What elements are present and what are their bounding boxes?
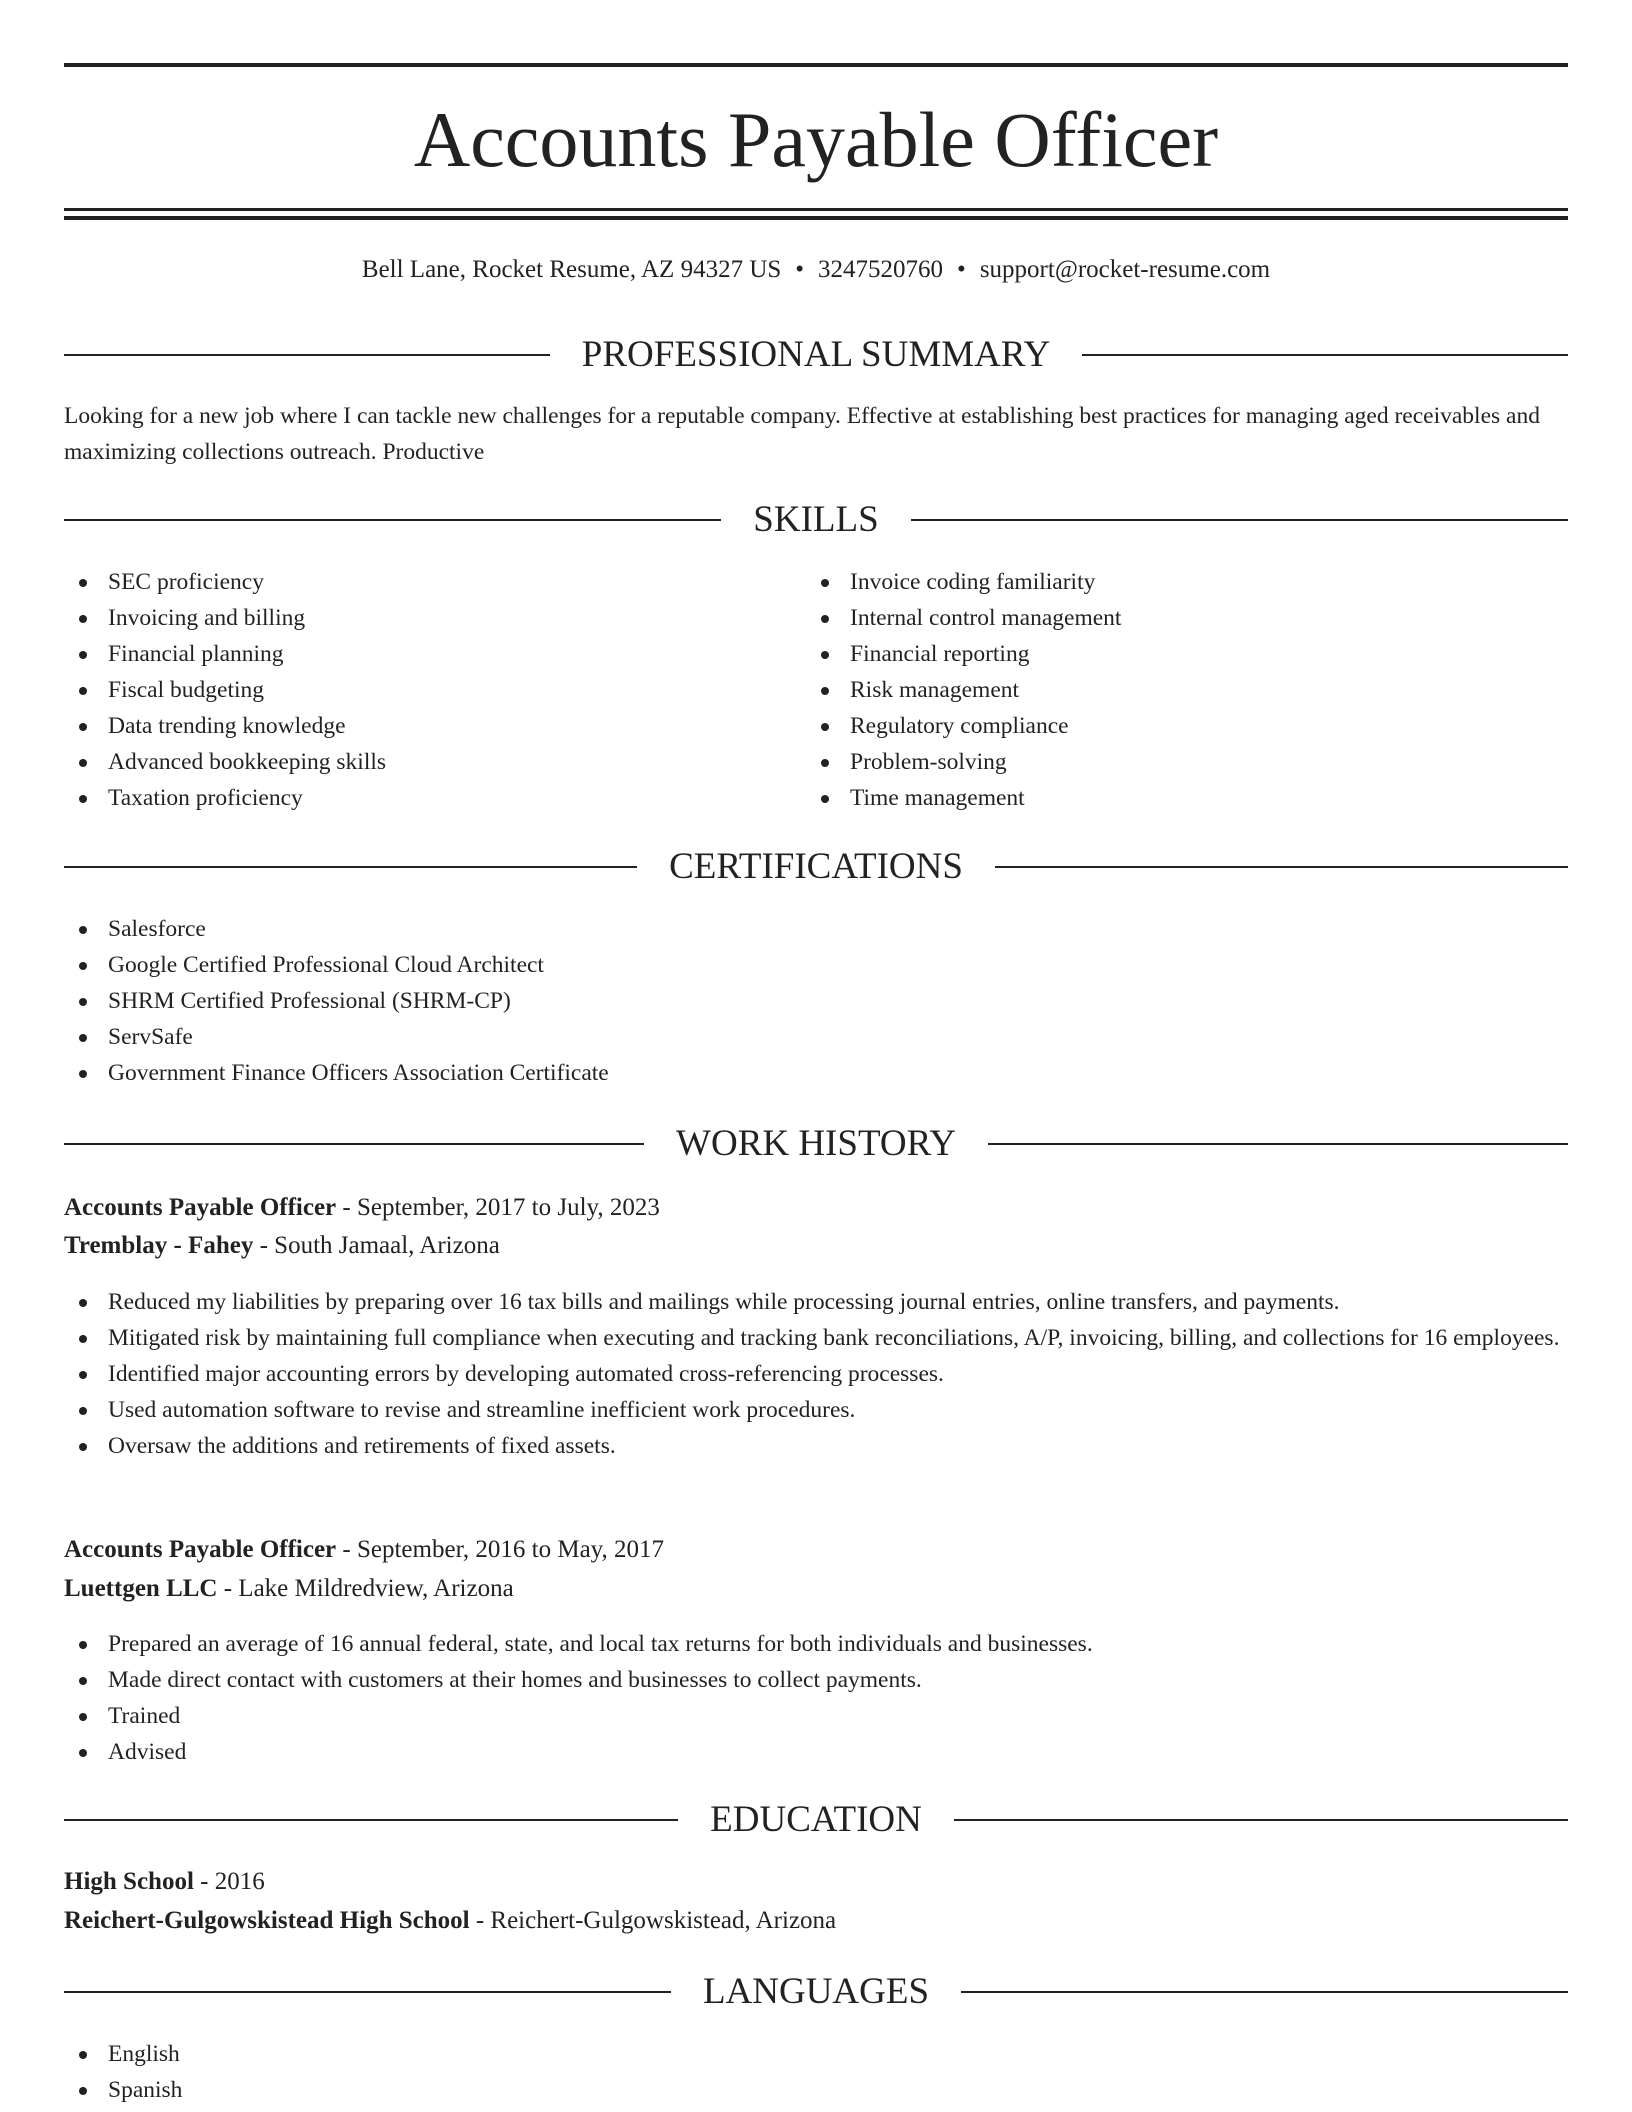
skill-item: Invoicing and billing: [64, 600, 764, 636]
contact-separator: •: [795, 256, 805, 283]
job-duty-item: Identified major accounting errors by developing automated cross-referencing processes.: [64, 1356, 1568, 1392]
section-rule-left: [64, 519, 721, 521]
section-rule-left: [64, 866, 637, 868]
title-double-rule-upper: [64, 208, 1568, 211]
section-rule-right: [1082, 354, 1568, 356]
section-rule-left: [64, 1143, 644, 1145]
job-title: Accounts Payable Officer: [64, 1536, 337, 1563]
job-duty-item: Made direct contact with customers at their homes and businesses to collect payments.: [64, 1662, 1568, 1698]
skill-item: Financial reporting: [806, 636, 1566, 672]
top-rule: [64, 63, 1568, 67]
contact-email: support@rocket-resume.com: [979, 256, 1271, 283]
job-dates: - September, 2016 to May, 2017: [336, 1536, 665, 1563]
education-degree-line: [64, 1863, 1568, 1901]
languages-list: [64, 2036, 1568, 2108]
certification-item: Salesforce: [64, 911, 1568, 947]
skill-item: Internal control management: [806, 600, 1566, 636]
section-header-work-history: [64, 1121, 1568, 1167]
contact-phone: 3247520760: [818, 256, 944, 283]
section-header-languages: [64, 1969, 1568, 2015]
language-item: English: [64, 2036, 1568, 2072]
skills-list-left: [64, 564, 764, 816]
job-company: Luettgen LLC: [64, 1575, 218, 1602]
summary-text: Looking for a new job where I can tackle new challenges for a reputable company. Effective at establishing best practices for managing aged receivables and maximizing collections outreach. Productive: [64, 403, 1540, 465]
job-duty-item: Trained: [64, 1698, 1568, 1734]
section-rule-right: [995, 866, 1568, 868]
certification-item: Google Certified Professional Cloud Architect: [64, 947, 1568, 983]
section-header-education: [64, 1797, 1568, 1843]
contact-line: [64, 252, 1568, 288]
job-title-line: [64, 1189, 1568, 1227]
section-header-summary: [64, 332, 1568, 378]
section-title-certifications: CERTIFICATIONS: [669, 846, 963, 887]
skill-item: Problem-solving: [806, 744, 1566, 780]
skill-item: Risk management: [806, 672, 1566, 708]
contact-separator: •: [957, 256, 966, 283]
section-title-languages: LANGUAGES: [702, 1971, 930, 2012]
section-title-education: EDUCATION: [710, 1799, 922, 1840]
section-rule-right: [961, 1991, 1568, 1993]
skill-item: Taxation proficiency: [64, 780, 764, 816]
contact-address: Bell Lane, Rocket Resume, AZ 94327 US: [361, 256, 782, 283]
section-title-summary: PROFESSIONAL SUMMARY: [581, 334, 1051, 375]
section-title-skills: SKILLS: [753, 499, 879, 540]
section-header-skills: [64, 497, 1568, 543]
certification-item: ServSafe: [64, 1019, 1568, 1055]
job-duty-item: Advised: [64, 1734, 1568, 1770]
section-rule-right: [988, 1143, 1568, 1145]
certification-item: SHRM Certified Professional (SHRM-CP): [64, 983, 1568, 1019]
education-location: - Reichert-Gulgowskistead, Arizona: [469, 1907, 837, 1934]
job-company-line: [64, 1570, 1568, 1608]
job-dates: - September, 2017 to July, 2023: [336, 1194, 660, 1221]
job-location: - Lake Mildredview, Arizona: [217, 1575, 514, 1602]
skill-item: Regulatory compliance: [806, 708, 1566, 744]
language-item: Spanish: [64, 2072, 1568, 2108]
certifications-list: [64, 911, 1568, 1091]
section-title-work-history: WORK HISTORY: [676, 1123, 956, 1164]
education-year: - 2016: [193, 1868, 265, 1895]
section-rule-right: [954, 1819, 1568, 1821]
job-duty-item: Reduced my liabilities by preparing over 16 tax bills and mailings while processing journal entries, online transfers, and payments.: [64, 1284, 1568, 1320]
skill-item: Financial planning: [64, 636, 764, 672]
skill-item: Data trending knowledge: [64, 708, 764, 744]
job-title-line: [64, 1531, 1568, 1569]
resume-title: Accounts Payable Officer: [413, 96, 1219, 183]
education-school: Reichert-Gulgowskistead High School: [64, 1907, 470, 1934]
job-location: - South Jamaal, Arizona: [253, 1232, 500, 1259]
job-duty-item: Oversaw the additions and retirements of fixed assets.: [64, 1428, 1568, 1464]
job-duty-item: Used automation software to revise and streamline inefficient work procedures.: [64, 1392, 1568, 1428]
section-rule-left: [64, 1991, 671, 1993]
skill-item: SEC proficiency: [64, 564, 764, 600]
job-title: Accounts Payable Officer: [64, 1194, 337, 1221]
job-duties-list: [64, 1626, 1568, 1770]
skills-list-right: [806, 564, 1566, 816]
job-company-line: [64, 1227, 1568, 1265]
education-degree: High School: [64, 1868, 194, 1895]
section-header-certifications: [64, 844, 1568, 890]
section-rule-left: [64, 1819, 678, 1821]
title-double-rule-lower: [64, 216, 1568, 220]
job-duty-item: Mitigated risk by maintaining full compliance when executing and tracking bank reconciliations, A/P, invoicing, billing, and collections for 16 employees.: [64, 1320, 1568, 1356]
section-rule-right: [911, 519, 1568, 521]
skill-item: Time management: [806, 780, 1566, 816]
job-duty-item: Prepared an average of 16 annual federal, state, and local tax returns for both individuals and businesses.: [64, 1626, 1568, 1662]
skill-item: Fiscal budgeting: [64, 672, 764, 708]
certification-item: Government Finance Officers Association Certificate: [64, 1055, 1568, 1091]
skill-item: Invoice coding familiarity: [806, 564, 1566, 600]
skill-item: Advanced bookkeeping skills: [64, 744, 764, 780]
section-rule-left: [64, 354, 550, 356]
job-duties-list: [64, 1284, 1568, 1464]
education-school-line: [64, 1902, 1568, 1940]
job-company: Tremblay - Fahey: [64, 1232, 254, 1259]
